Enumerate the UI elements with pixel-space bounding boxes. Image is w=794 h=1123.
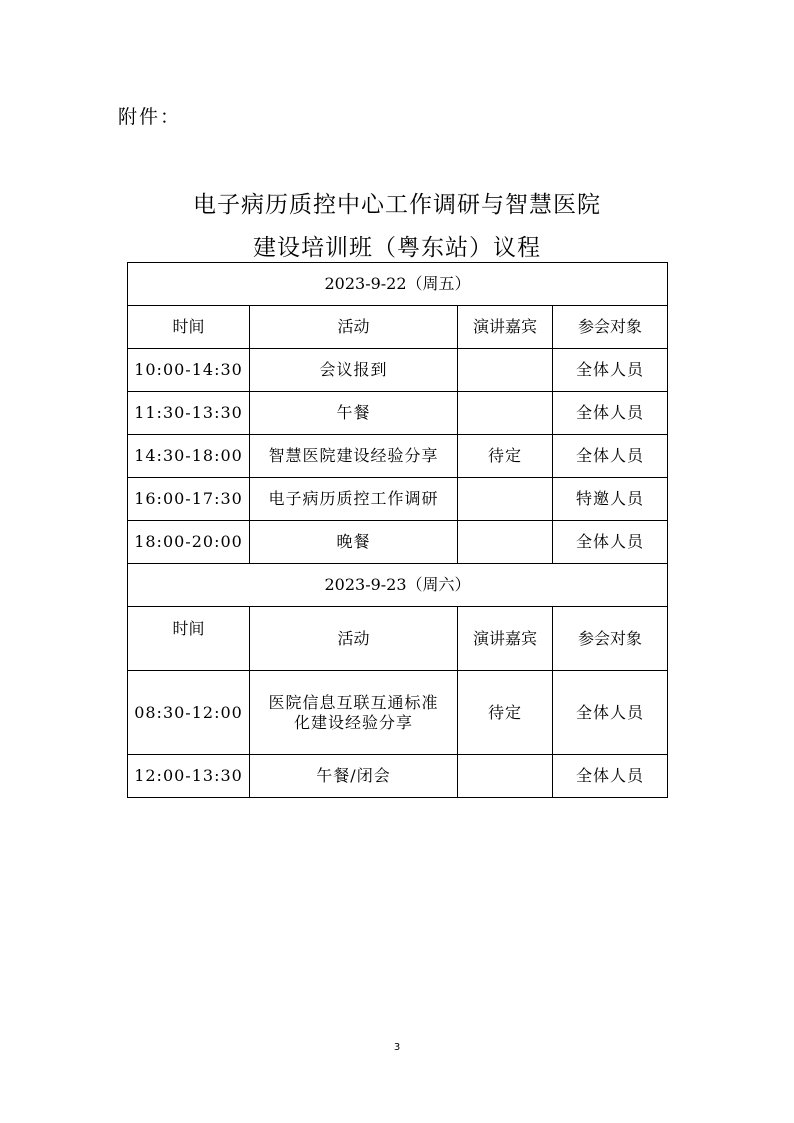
cell-activity: 晚餐 — [250, 521, 458, 564]
activity-line2: 化建设经验分享 — [293, 712, 413, 732]
cell-audience: 全体人员 — [553, 521, 668, 564]
cell-audience: 全体人员 — [553, 349, 668, 392]
header-audience: 参会对象 — [553, 607, 668, 671]
header-speaker: 演讲嘉宾 — [458, 306, 553, 349]
agenda-table — [127, 262, 668, 798]
cell-speaker — [458, 755, 553, 798]
cell-speaker — [458, 478, 553, 521]
table-row — [128, 435, 668, 478]
cell-time: 10:00-14:30 — [128, 349, 250, 392]
cell-audience: 特邀人员 — [553, 478, 668, 521]
header-time: 时间 — [128, 607, 250, 671]
day2-date: 2023-9-23（周六） — [128, 564, 668, 607]
table-row — [128, 521, 668, 564]
cell-speaker: 待定 — [458, 671, 553, 755]
header-time: 时间 — [128, 306, 250, 349]
header-audience: 参会对象 — [553, 306, 668, 349]
table-row — [128, 671, 668, 755]
cell-audience: 全体人员 — [553, 755, 668, 798]
day2-date-row — [128, 564, 668, 607]
cell-time: 14:30-18:00 — [128, 435, 250, 478]
cell-time: 18:00-20:00 — [128, 521, 250, 564]
cell-activity — [250, 671, 458, 755]
cell-speaker: 待定 — [458, 435, 553, 478]
header-activity: 活动 — [250, 306, 458, 349]
day1-date: 2023-9-22（周五） — [128, 263, 668, 306]
header-speaker: 演讲嘉宾 — [458, 607, 553, 671]
table-row — [128, 755, 668, 798]
day1-date-row — [128, 263, 668, 306]
header-row — [128, 306, 668, 349]
document-title-line2: 建设培训班（粤东站）议程 — [253, 235, 541, 261]
header-activity: 活动 — [250, 607, 458, 671]
cell-audience: 全体人员 — [553, 435, 668, 478]
cell-audience: 全体人员 — [553, 392, 668, 435]
cell-time: 08:30-12:00 — [128, 671, 250, 755]
table-row — [128, 392, 668, 435]
activity-line1: 医院信息互联互通标准 — [268, 692, 439, 712]
cell-activity: 电子病历质控工作调研 — [250, 478, 458, 521]
cell-speaker — [458, 349, 553, 392]
cell-speaker — [458, 521, 553, 564]
document-title-line1: 电子病历质控中心工作调研与智慧医院 — [193, 192, 601, 218]
cell-time: 12:00-13:30 — [128, 755, 250, 798]
cell-speaker — [458, 392, 553, 435]
cell-activity: 午餐/闭会 — [250, 755, 458, 798]
page-number: 3 — [393, 1042, 401, 1053]
cell-audience: 全体人员 — [553, 671, 668, 755]
cell-activity: 会议报到 — [250, 349, 458, 392]
cell-activity: 智慧医院建设经验分享 — [250, 435, 458, 478]
table-row — [128, 478, 668, 521]
attachment-label: 附件： — [118, 106, 182, 128]
cell-time: 16:00-17:30 — [128, 478, 250, 521]
header-row — [128, 607, 668, 671]
table-row — [128, 349, 668, 392]
cell-activity: 午餐 — [250, 392, 458, 435]
cell-time: 11:30-13:30 — [128, 392, 250, 435]
